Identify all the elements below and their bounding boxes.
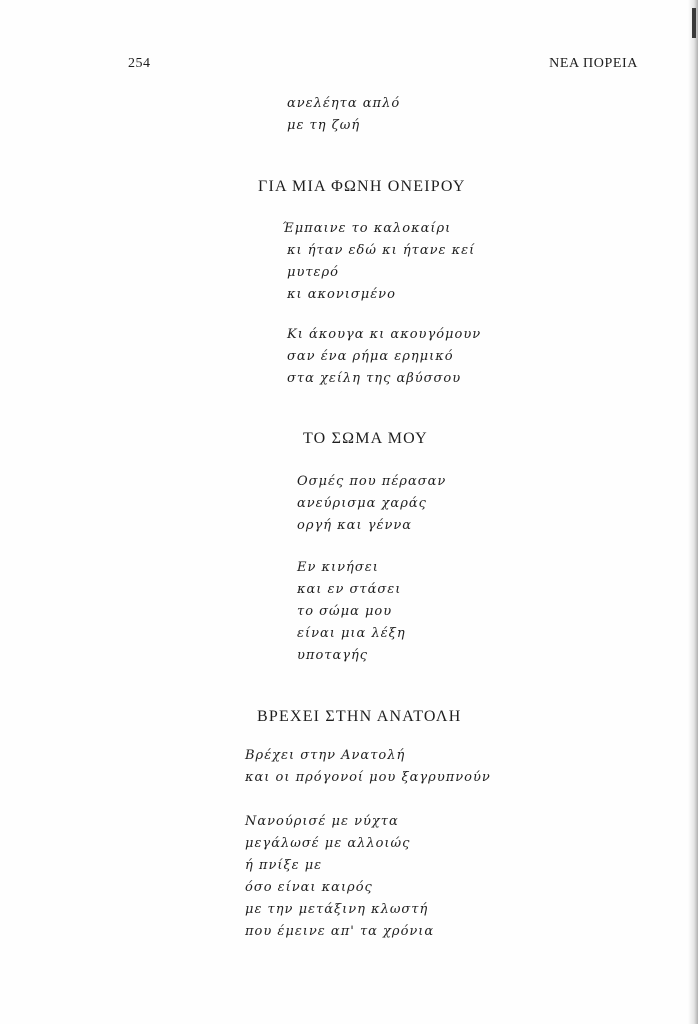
verse-line: μεγάλωσέ με αλλοιώς <box>245 836 411 851</box>
verse-line: σαν ένα ρήμα ερημικό <box>287 349 454 364</box>
verse-line: κι ακονισμένο <box>287 287 396 302</box>
page-edge-mark <box>692 8 696 38</box>
verse-line: ή πνίξε με <box>245 858 323 873</box>
verse-line: ανελέητα απλό <box>287 96 401 111</box>
verse-line: και εν στάσει <box>297 582 402 597</box>
verse-line: υποταγής <box>297 648 369 663</box>
verse-line: οργή και γέννα <box>297 518 413 533</box>
verse-line: Νανούρισέ με νύχτα <box>245 814 399 829</box>
verse-line: όσο είναι καιρός <box>245 880 373 895</box>
verse-line: μυτερό <box>287 265 339 280</box>
verse-line: Εν κινήσει <box>297 560 379 575</box>
verse-line: με τη ζωή <box>287 118 361 133</box>
poem-title: ΤΟ ΣΩΜΑ ΜΟΥ <box>303 430 428 447</box>
verse-line: στα χείλη της αβύσσου <box>287 371 462 386</box>
verse-line: που έμεινε απ' τα χρόνια <box>245 924 435 939</box>
page-number: 254 <box>128 56 151 71</box>
poem-title: ΒΡΕΧΕΙ ΣΤΗΝ ΑΝΑΤΟΛΗ <box>257 708 462 725</box>
verse-line: ανεύρισμα χαράς <box>297 496 427 511</box>
verse-line: Βρέχει στην Ανατολή <box>245 748 406 763</box>
verse-line: Κι άκουγα κι ακουγόμουν <box>287 327 482 342</box>
verse-line: Οσμές που πέρασαν <box>297 474 447 489</box>
verse-line: Έμπαινε το καλοκαίρι <box>282 221 452 236</box>
poem-title: ΓΙΑ ΜΙΑ ΦΩΝΗ ΟΝΕΙΡΟΥ <box>258 178 466 195</box>
verse-line: και οι πρόγονοί μου ξαγρυπνούν <box>245 770 491 785</box>
verse-line: κι ήταν εδώ κι ήτανε κεί <box>287 243 476 258</box>
page-edge-shadow <box>688 0 698 1024</box>
verse-line: είναι μια λέξη <box>297 626 406 641</box>
running-title: ΝΕΑ ΠΟΡΕΙΑ <box>549 56 638 71</box>
verse-line: το σώμα μου <box>297 604 393 619</box>
verse-line: με την μετάξινη κλωστή <box>245 902 429 917</box>
